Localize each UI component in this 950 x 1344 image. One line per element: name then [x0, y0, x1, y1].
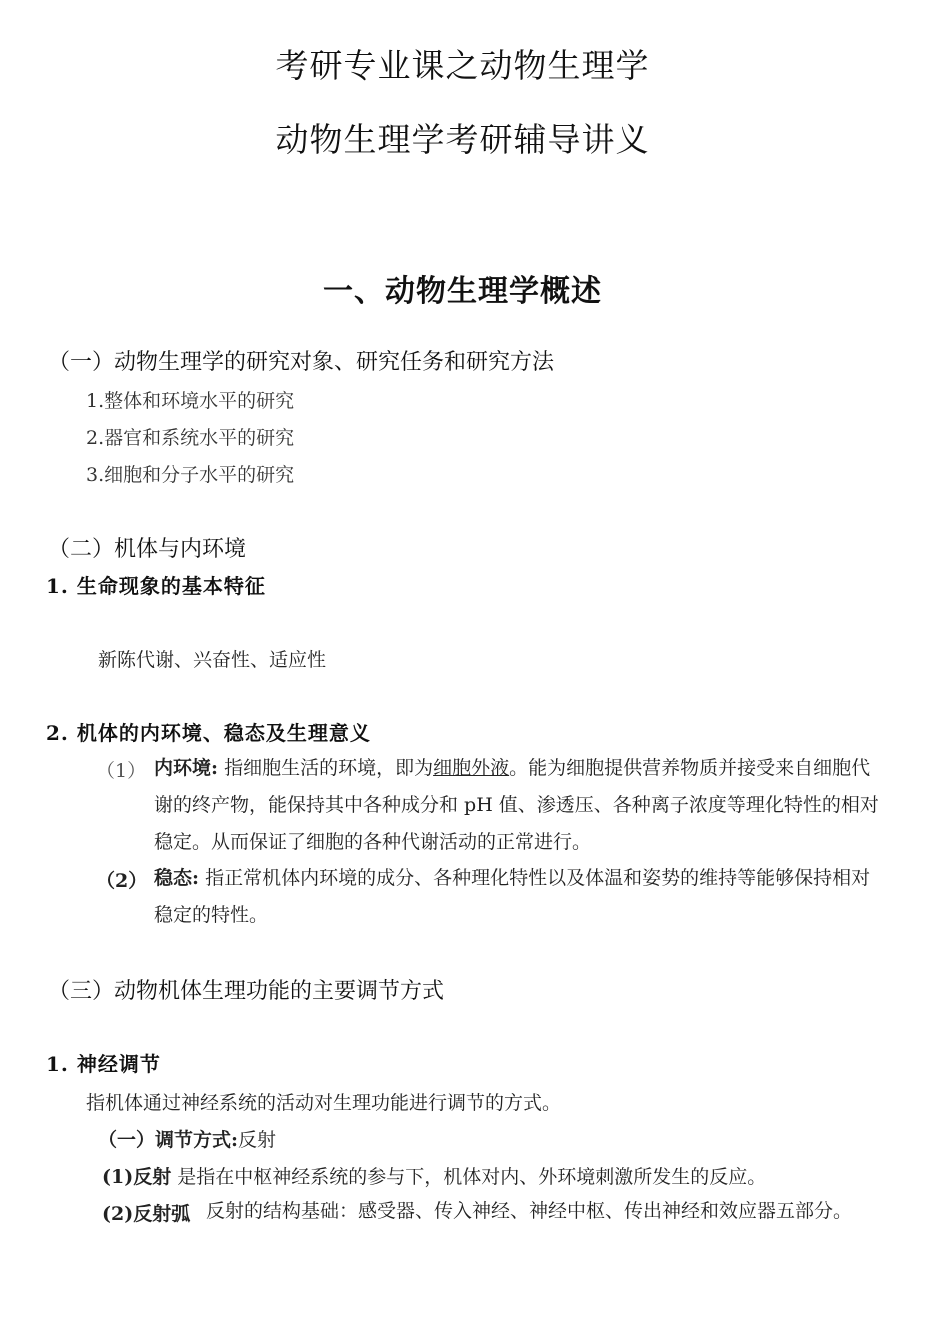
inner-environment-paragraph [154, 750, 884, 861]
inner-environment-text-b: 。能为细胞提供营养物质并接受来自细胞代谢的终产物，能保持其中各种成分和 pH 值、渗透压、各种离子浓度等理化特性的相对稳定。从而保证了细胞的各种代谢活动的正常进行。 [154, 757, 879, 853]
section-2-sub-2-heading: 2. 机体的内环境、稳态及生理意义 [46, 721, 371, 745]
reflex-text: 是指在中枢神经系统的参与下，机体对内、外环境刺激所发生的反应。 [177, 1166, 767, 1188]
term-homeostasis: 稳态: [154, 867, 200, 889]
reflex-line [102, 1162, 766, 1189]
homeostasis-paragraph [154, 860, 884, 934]
homeostasis-text: 指正常机体内环境的成分、各种理化特性以及体温和姿势的维持等能够保持相对稳定的特性。 [154, 867, 871, 926]
regulation-mode-value: 反射 [238, 1129, 277, 1151]
extracellular-fluid-term: 细胞外液 [433, 757, 510, 779]
list-marker-1: （1） [96, 760, 147, 782]
section-1-heading: （一）动物生理学的研究对象、研究任务和研究方法 [48, 350, 555, 375]
inner-environment-text-a: 指细胞生活的环境，即为 [224, 757, 434, 779]
section-1-item-2: 2.器官和系统水平的研究 [86, 427, 295, 449]
regulation-mode-line [98, 1125, 276, 1152]
section-3-heading: （三）动物机体生理功能的主要调节方式 [48, 979, 445, 1004]
document-title-line-1: 考研专业课之动物生理学 [275, 46, 650, 85]
list-marker-2: （2） [96, 870, 148, 892]
document-title-line-2: 动物生理学考研辅导讲义 [275, 120, 650, 159]
section-2-sub-1-text: 新陈代谢、兴奋性、适应性 [98, 649, 327, 671]
section-3-sub-1-heading: 1. 神经调节 [46, 1052, 161, 1076]
reflex-arc-label: (2)反射弧 [102, 1203, 191, 1225]
reflex-label: (1)反射 [102, 1166, 172, 1188]
reflex-arc-text: 反射的结构基础：感受器、传入神经、神经中枢、传出神经和效应器五部分。 [206, 1200, 853, 1222]
chapter-heading: 一、动物生理学概述 [323, 274, 602, 309]
neural-regulation-definition: 指机体通过神经系统的活动对生理功能进行调节的方式。 [86, 1092, 562, 1114]
section-1-item-1: 1.整体和环境水平的研究 [86, 390, 295, 412]
regulation-mode-label: （一）调节方式: [98, 1129, 239, 1151]
term-inner-environment: 内环境: [154, 757, 219, 779]
section-2-heading: （二）机体与内环境 [48, 537, 247, 562]
section-1-item-3: 3.细胞和分子水平的研究 [86, 464, 295, 486]
section-2-sub-1-heading: 1. 生命现象的基本特征 [46, 574, 266, 598]
